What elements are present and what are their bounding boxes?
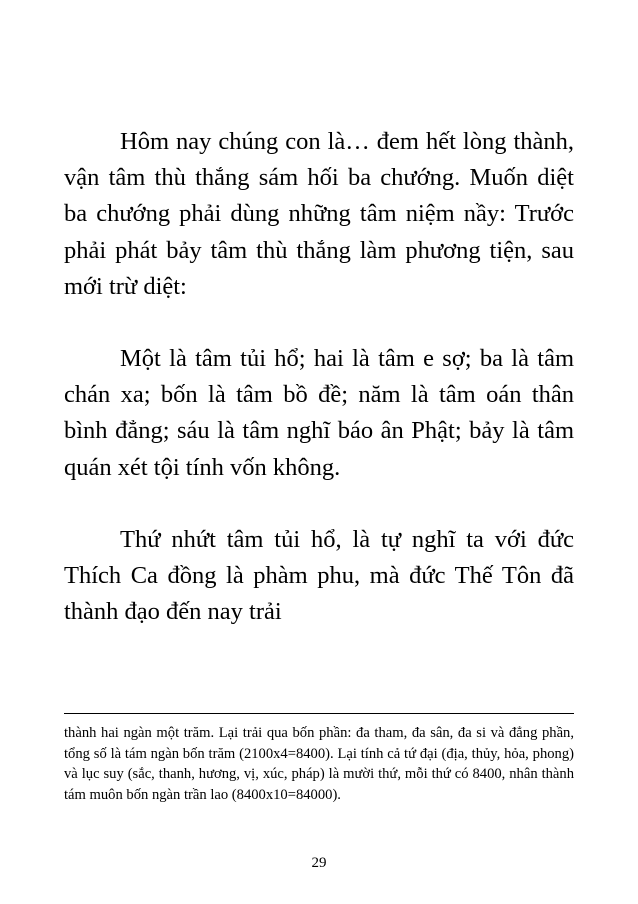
footnote-divider <box>64 713 574 714</box>
footnote-text: thành hai ngàn một trăm. Lại trải qua bốn phần: đa tham, đa sân, đa si và đẳng phần, tổng số là tám ngàn bốn trăm (2100x4=8400). Lại tính cả tứ đại (địa, thủy, hỏa, phong) và lục suy (sắc, thanh, hương, vị, xúc, pháp) là mười thứ, mỗi thứ có 8400, nhân thành tám muôn bốn ngàn trần lao (8400x10=84000). <box>64 725 574 803</box>
paragraph-3: Thứ nhứt tâm tủi hổ, là tự nghĩ ta với đức Thích Ca đồng là phàm phu, mà đức Thế Tôn đã thành đạo đến nay trải <box>64 525 574 626</box>
main-text <box>64 124 574 630</box>
paragraph-2: Một là tâm tủi hổ; hai là tâm e sợ; ba là tâm chán xa; bốn là tâm bồ đề; năm là tâm oán thân bình đẳng; sáu là tâm nghĩ báo ân Phật; bảy là tâm quán xét tội tính vốn không. <box>64 345 574 481</box>
page-number: 29 <box>311 855 327 871</box>
paragraph-1: Hôm nay chúng con là… đem hết lòng thành, vận tâm thù thắng sám hối ba chướng. Muốn diệt ba chướng phải dùng những tâm niệm nầy: Trước phải phát bảy tâm thù thắng làm phương tiện, sau mới trừ diệt: <box>64 128 574 300</box>
